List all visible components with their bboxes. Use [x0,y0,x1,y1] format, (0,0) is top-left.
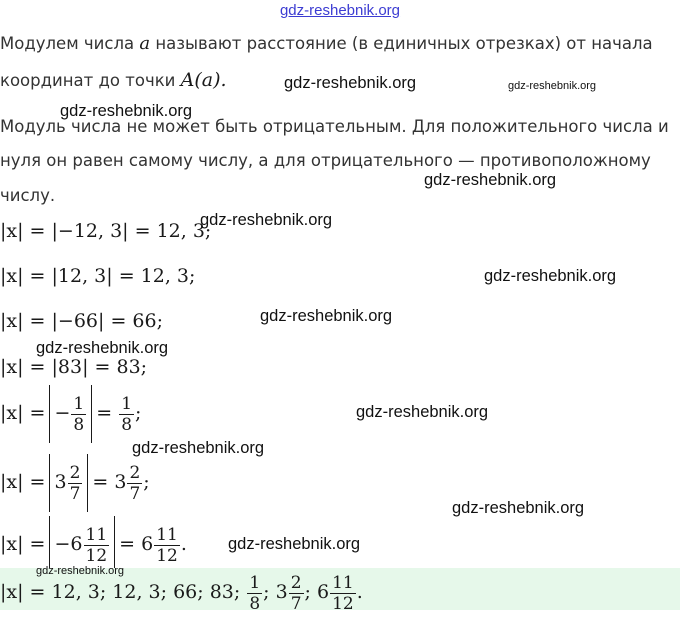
abs-bar [49,385,50,443]
numerator: 11 [156,524,178,545]
equation-2: |x| = |12, 3| = 12, 3; [0,265,196,287]
denominator: 7 [290,593,302,614]
paragraph-1-line-1 [0,34,653,54]
numerator: 2 [69,462,81,483]
fraction [289,573,304,614]
fraction [330,573,356,614]
watermark: gdz-reshebnik.org [484,267,617,285]
paragraph-2-line-2: нуля он равен самому числу, а для отрицательного — противоположному [0,151,651,170]
equals: = 3 [92,471,127,493]
text-fragment: Модулем числа [0,34,135,53]
watermark: gdz-reshebnik.org [424,171,557,189]
answer-start: |x| = 12, 3; 12, 3; 66; 83; [0,581,241,603]
equation-4: |x| = |83| = 83; [0,356,148,378]
denominator: 12 [332,593,354,614]
watermark: gdz-reshebnik.org [36,565,125,577]
denominator: 12 [156,545,178,566]
whole-part: −6 [54,533,83,555]
watermark: gdz-reshebnik.org [356,403,489,421]
watermark: gdz-reshebnik.org [200,211,333,229]
numerator: 2 [290,572,302,593]
watermark: gdz-reshebnik.org [452,499,585,517]
fraction [154,525,180,566]
abs-bar [91,385,92,443]
denominator: 8 [121,414,133,435]
numerator: 1 [249,572,261,593]
fraction [68,463,83,504]
equation-5 [0,383,141,443]
abs-bar [49,454,50,512]
answer-line [0,570,363,630]
terminator: ; [143,471,150,493]
watermark: gdz-reshebnik.org [508,80,597,92]
equation-1: |x| = |−12, 3| = 12, 3; [0,220,212,242]
watermark: gdz-reshebnik.org [36,339,169,357]
variable-a: a [139,33,151,54]
point-a: A(a). [180,69,227,91]
terminator: . [180,533,187,555]
denominator: 12 [85,545,108,566]
fraction [127,463,142,504]
watermark: gdz-reshebnik.org [132,439,265,457]
equation-3: |x| = |−66| = 66; [0,310,163,332]
fraction [84,525,110,566]
equals: = [96,402,113,424]
numerator: 1 [73,393,85,414]
lhs: |x| = [0,471,46,493]
denominator: 8 [249,593,261,614]
paragraph-2-line-3: числу. [0,186,56,205]
text-fragment: координат до точки [0,71,176,90]
numerator: 1 [121,393,133,414]
watermark: gdz-reshebnik.org [228,535,361,553]
equation-6 [0,452,150,512]
numerator: 11 [332,572,354,593]
lhs: |x| = [0,533,46,555]
denominator: 7 [69,483,81,504]
separator: ; 3 [263,581,288,603]
watermark: gdz-reshebnik.org [260,307,393,325]
watermark: gdz-reshebnik.org [60,102,193,120]
numerator: 2 [129,462,141,483]
fraction [119,394,134,435]
minus-sign: − [54,402,71,424]
lhs: |x| = [0,402,46,424]
abs-bar [87,454,88,512]
watermark: gdz-reshebnik.org [284,74,417,92]
paragraph-2-line-1: Модуль числа не может быть отрицательным. Для положительного числа и [0,117,669,136]
paragraph-1-line-2 [0,70,227,91]
separator: ; 6 [304,581,330,603]
fraction [71,394,86,435]
equals: = 6 [119,533,154,555]
text-fragment: называют расстояние (в единичных отрезках) от начала [155,34,653,53]
terminator: . [356,581,363,603]
terminator: ; [135,402,142,424]
numerator: 11 [85,524,108,545]
site-header-link[interactable]: gdz-reshebnik.org [279,2,401,19]
denominator: 7 [129,483,141,504]
whole-part: 3 [54,471,67,493]
denominator: 8 [73,414,85,435]
fraction [247,573,262,614]
